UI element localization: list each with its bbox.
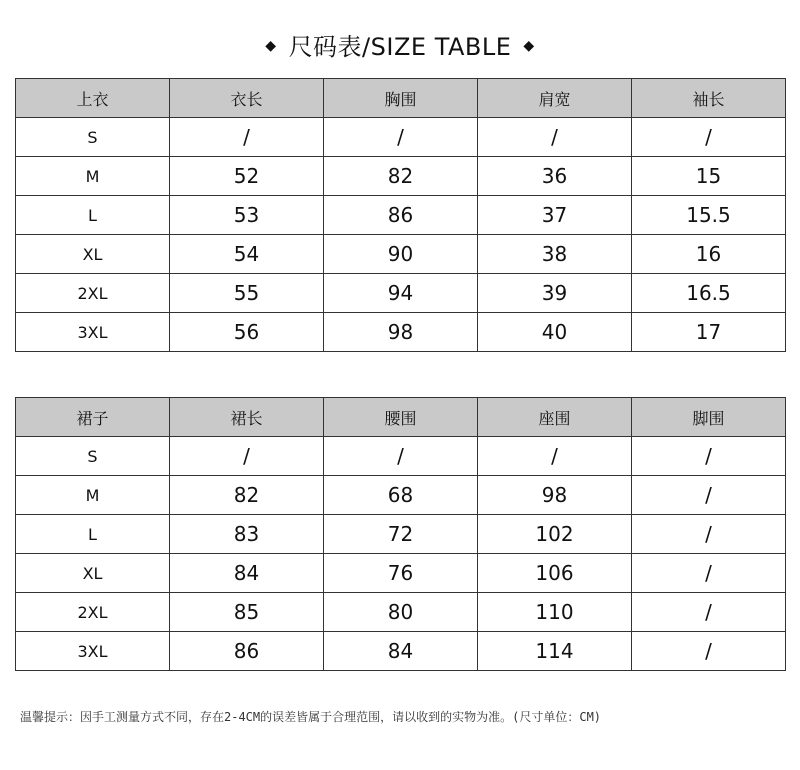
header-cell: 肩宽 — [478, 79, 632, 118]
value-cell: 82 — [324, 157, 478, 196]
value-cell: / — [170, 437, 324, 476]
value-cell: 52 — [170, 157, 324, 196]
value-cell: 15.5 — [632, 196, 786, 235]
value-cell: 76 — [324, 554, 478, 593]
value-cell: / — [632, 515, 786, 554]
value-cell: / — [632, 632, 786, 671]
table-row — [16, 437, 786, 476]
value-cell: / — [632, 554, 786, 593]
size-cell: XL — [16, 554, 170, 593]
header-cell: 脚围 — [632, 398, 786, 437]
header-cell: 裙长 — [170, 398, 324, 437]
page-title — [0, 30, 800, 65]
value-cell: 82 — [170, 476, 324, 515]
size-cell: 2XL — [16, 593, 170, 632]
table-row — [16, 235, 786, 274]
value-cell: 84 — [170, 554, 324, 593]
value-cell: 16.5 — [632, 274, 786, 313]
table-row — [16, 196, 786, 235]
value-cell: 15 — [632, 157, 786, 196]
value-cell: 72 — [324, 515, 478, 554]
value-cell: 90 — [324, 235, 478, 274]
value-cell: 39 — [478, 274, 632, 313]
table-row — [16, 476, 786, 515]
value-cell: 55 — [170, 274, 324, 313]
table-row — [16, 274, 786, 313]
bottom-size-table — [15, 397, 786, 671]
value-cell: 102 — [478, 515, 632, 554]
value-cell: 56 — [170, 313, 324, 352]
value-cell: 106 — [478, 554, 632, 593]
size-cell: 2XL — [16, 274, 170, 313]
value-cell: / — [478, 118, 632, 157]
header-cell: 上衣 — [16, 79, 170, 118]
size-cell: 3XL — [16, 632, 170, 671]
size-cell: L — [16, 515, 170, 554]
size-cell: 3XL — [16, 313, 170, 352]
value-cell: 40 — [478, 313, 632, 352]
table-row — [16, 118, 786, 157]
value-cell: 68 — [324, 476, 478, 515]
value-cell: 94 — [324, 274, 478, 313]
value-cell: / — [632, 118, 786, 157]
value-cell: 114 — [478, 632, 632, 671]
size-cell: L — [16, 196, 170, 235]
value-cell: 110 — [478, 593, 632, 632]
header-cell: 胸围 — [324, 79, 478, 118]
size-cell: S — [16, 437, 170, 476]
value-cell: 36 — [478, 157, 632, 196]
table-header-row — [16, 398, 786, 437]
table-row — [16, 515, 786, 554]
header-cell: 腰围 — [324, 398, 478, 437]
value-cell: 54 — [170, 235, 324, 274]
table-row — [16, 313, 786, 352]
header-cell: 座围 — [478, 398, 632, 437]
value-cell: 85 — [170, 593, 324, 632]
title-text: 尺码表/SIZE TABLE — [288, 33, 512, 61]
diamond-icon: ◆ — [265, 38, 277, 54]
value-cell: 53 — [170, 196, 324, 235]
value-cell: 17 — [632, 313, 786, 352]
diamond-icon: ◆ — [523, 38, 535, 54]
size-cell: M — [16, 476, 170, 515]
top-size-table — [15, 78, 786, 352]
value-cell: 80 — [324, 593, 478, 632]
header-cell: 衣长 — [170, 79, 324, 118]
value-cell: 84 — [324, 632, 478, 671]
value-cell: / — [324, 437, 478, 476]
value-cell: 16 — [632, 235, 786, 274]
value-cell: / — [478, 437, 632, 476]
table-row — [16, 157, 786, 196]
value-cell: 86 — [170, 632, 324, 671]
value-cell: 98 — [478, 476, 632, 515]
table-row — [16, 554, 786, 593]
header-cell: 裙子 — [16, 398, 170, 437]
value-cell: / — [632, 437, 786, 476]
value-cell: / — [632, 476, 786, 515]
header-cell: 袖长 — [632, 79, 786, 118]
value-cell: 37 — [478, 196, 632, 235]
table-row — [16, 593, 786, 632]
table-header-row — [16, 79, 786, 118]
value-cell: 98 — [324, 313, 478, 352]
value-cell: 38 — [478, 235, 632, 274]
table-row — [16, 632, 786, 671]
size-cell: S — [16, 118, 170, 157]
value-cell: 83 — [170, 515, 324, 554]
value-cell: / — [324, 118, 478, 157]
size-cell: M — [16, 157, 170, 196]
value-cell: / — [170, 118, 324, 157]
value-cell: / — [632, 593, 786, 632]
measurement-note: 温馨提示：因手工测量方式不同，存在2-4CM的误差皆属于合理范围，请以收到的实物为准。(尺寸单位：CM) — [20, 710, 602, 724]
value-cell: 86 — [324, 196, 478, 235]
size-cell: XL — [16, 235, 170, 274]
